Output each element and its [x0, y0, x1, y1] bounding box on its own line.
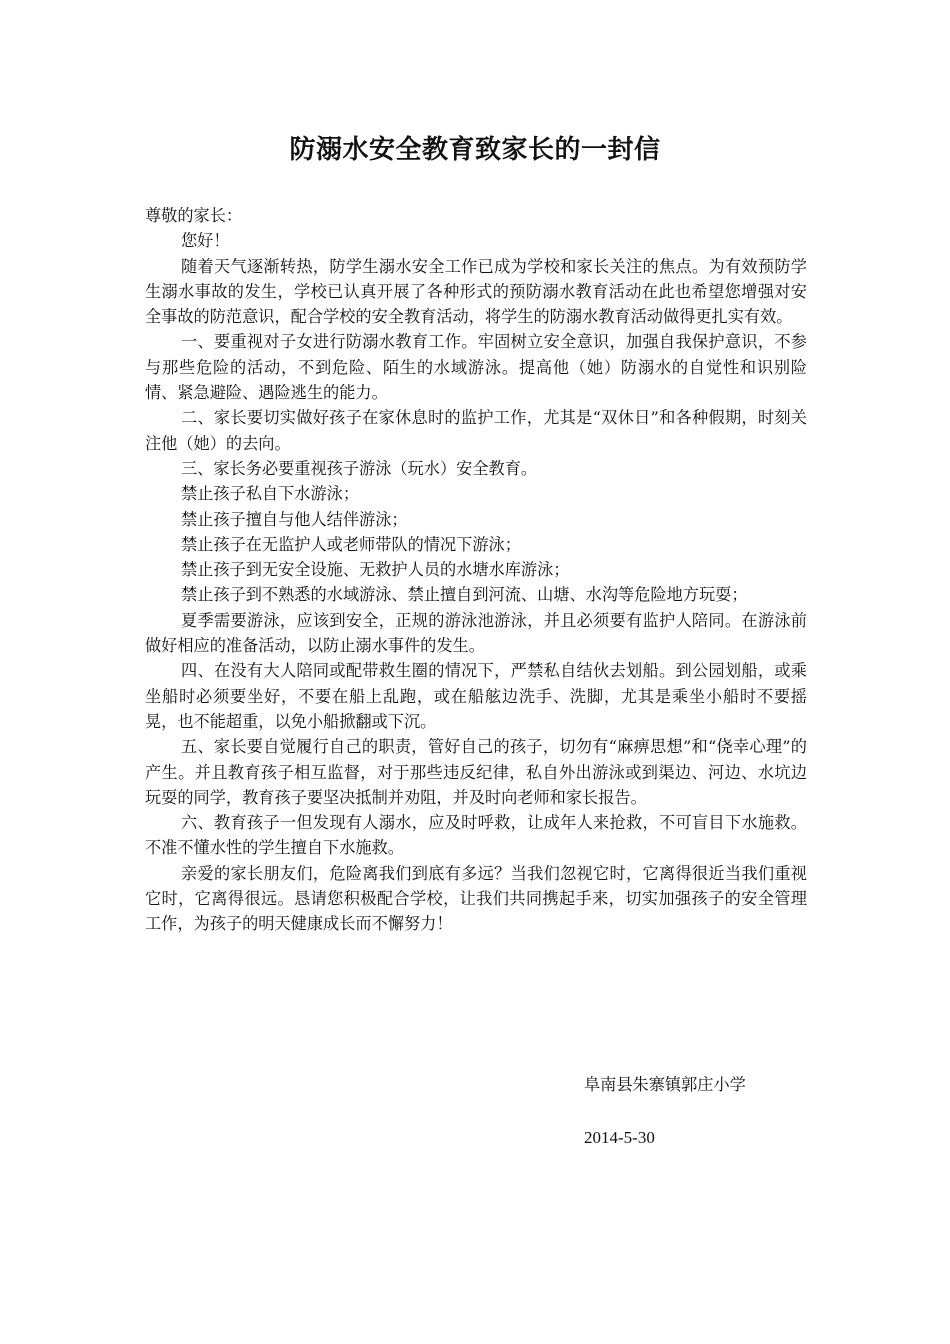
- paragraph-point-4: 四、在没有大人陪同或配带救生圈的情况下，严禁私自结伙去划船。到公园划船，或乘坐船时必须要坐好，不要在船上乱跑，或在船舷边洗手、洗脚，尤其是乘坐小船时不要摇晃，也不能超重，以免小船掀翻或下沉。: [145, 661, 807, 731]
- signature-date: 2014-5-30: [584, 1128, 655, 1147]
- greeting: 您好！: [181, 231, 230, 251]
- prohibition-item: 禁止孩子到不熟悉的水域游泳、禁止擅自到河流、山塘、水沟等危险地方玩耍；: [181, 585, 748, 605]
- paragraph-point-6: 六、教育孩子一但发现有人溺水，应及时呼救，让成年人来抢救，不可盲目下水施救。不准不懂水性的学生擅自下水施救。: [145, 813, 807, 858]
- paragraph-point-2: 二、家长要切实做好孩子在家休息时的监护工作，尤其是“双休日”和各种假期，时刻关注他（她）的去向。: [145, 408, 807, 453]
- paragraph-intro: 随着天气逐渐转热，防学生溺水安全工作已成为学校和家长关注的焦点。为有效预防学生溺水事故的发生，学校已认真开展了各种形式的预防溺水教育活动在此也希望您增强对安全事故的防范意识，配合学校的安全教育活动，将学生的防溺水教育活动做得更扎实有效。: [145, 256, 807, 327]
- prohibition-item: 禁止孩子私自下水游泳；: [181, 484, 360, 504]
- paragraph-point-1: 一、要重视对子女进行防溺水教育工作。牢固树立安全意识，加强自我保护意识，不参与那些危险的活动，不到危险、陌生的水域游泳。提高他（她）防溺水的自觉性和识别险情、紧急避险、遇险逃生的能力。: [145, 332, 807, 403]
- paragraph-point-5: 五、家长要自觉履行自己的职责，管好自己的孩子，切勿有“麻痹思想”和“侥幸心理”的产生。并且教育孩子相互监督，对于那些违反纪律，私自外出游泳或到渠边、河边、水坑边玩耍的同学，教育孩子要坚决抵制并劝阻，并及时向老师和家长报告。: [145, 737, 807, 807]
- letter-body: [145, 203, 807, 937]
- prohibition-item: 禁止孩子擅自与他人结伴游泳；: [181, 509, 408, 529]
- prohibition-item: 禁止孩子在无监护人或老师带队的情况下游泳；: [181, 534, 521, 554]
- paragraph-closing: 亲爱的家长朋友们，危险离我们到底有多远？当我们忽视它时，它离得很近当我们重视它时，它离得很远。恳请您积极配合学校，让我们共同携起手来，切实加强孩子的安全管理工作，为孩子的明天健康成长而不懈努力！: [145, 863, 807, 934]
- signature-school: 阜南县朱寨镇郭庄小学: [584, 1075, 746, 1094]
- salutation: 尊敬的家长：: [145, 206, 243, 225]
- page-title: 防溺水安全教育致家长的一封信: [289, 135, 661, 165]
- paragraph-summer: 夏季需要游泳，应该到安全，正规的游泳池游泳，并且必须要有监护人陪同。在游泳前做好相应的准备活动，以防止溺水事件的发生。: [145, 610, 807, 656]
- prohibition-item: 禁止孩子到无安全设施、无救护人员的水塘水库游泳；: [181, 560, 570, 580]
- paragraph-point-3: 三、家长务必要重视孩子游泳（玩水）安全教育。: [181, 458, 538, 478]
